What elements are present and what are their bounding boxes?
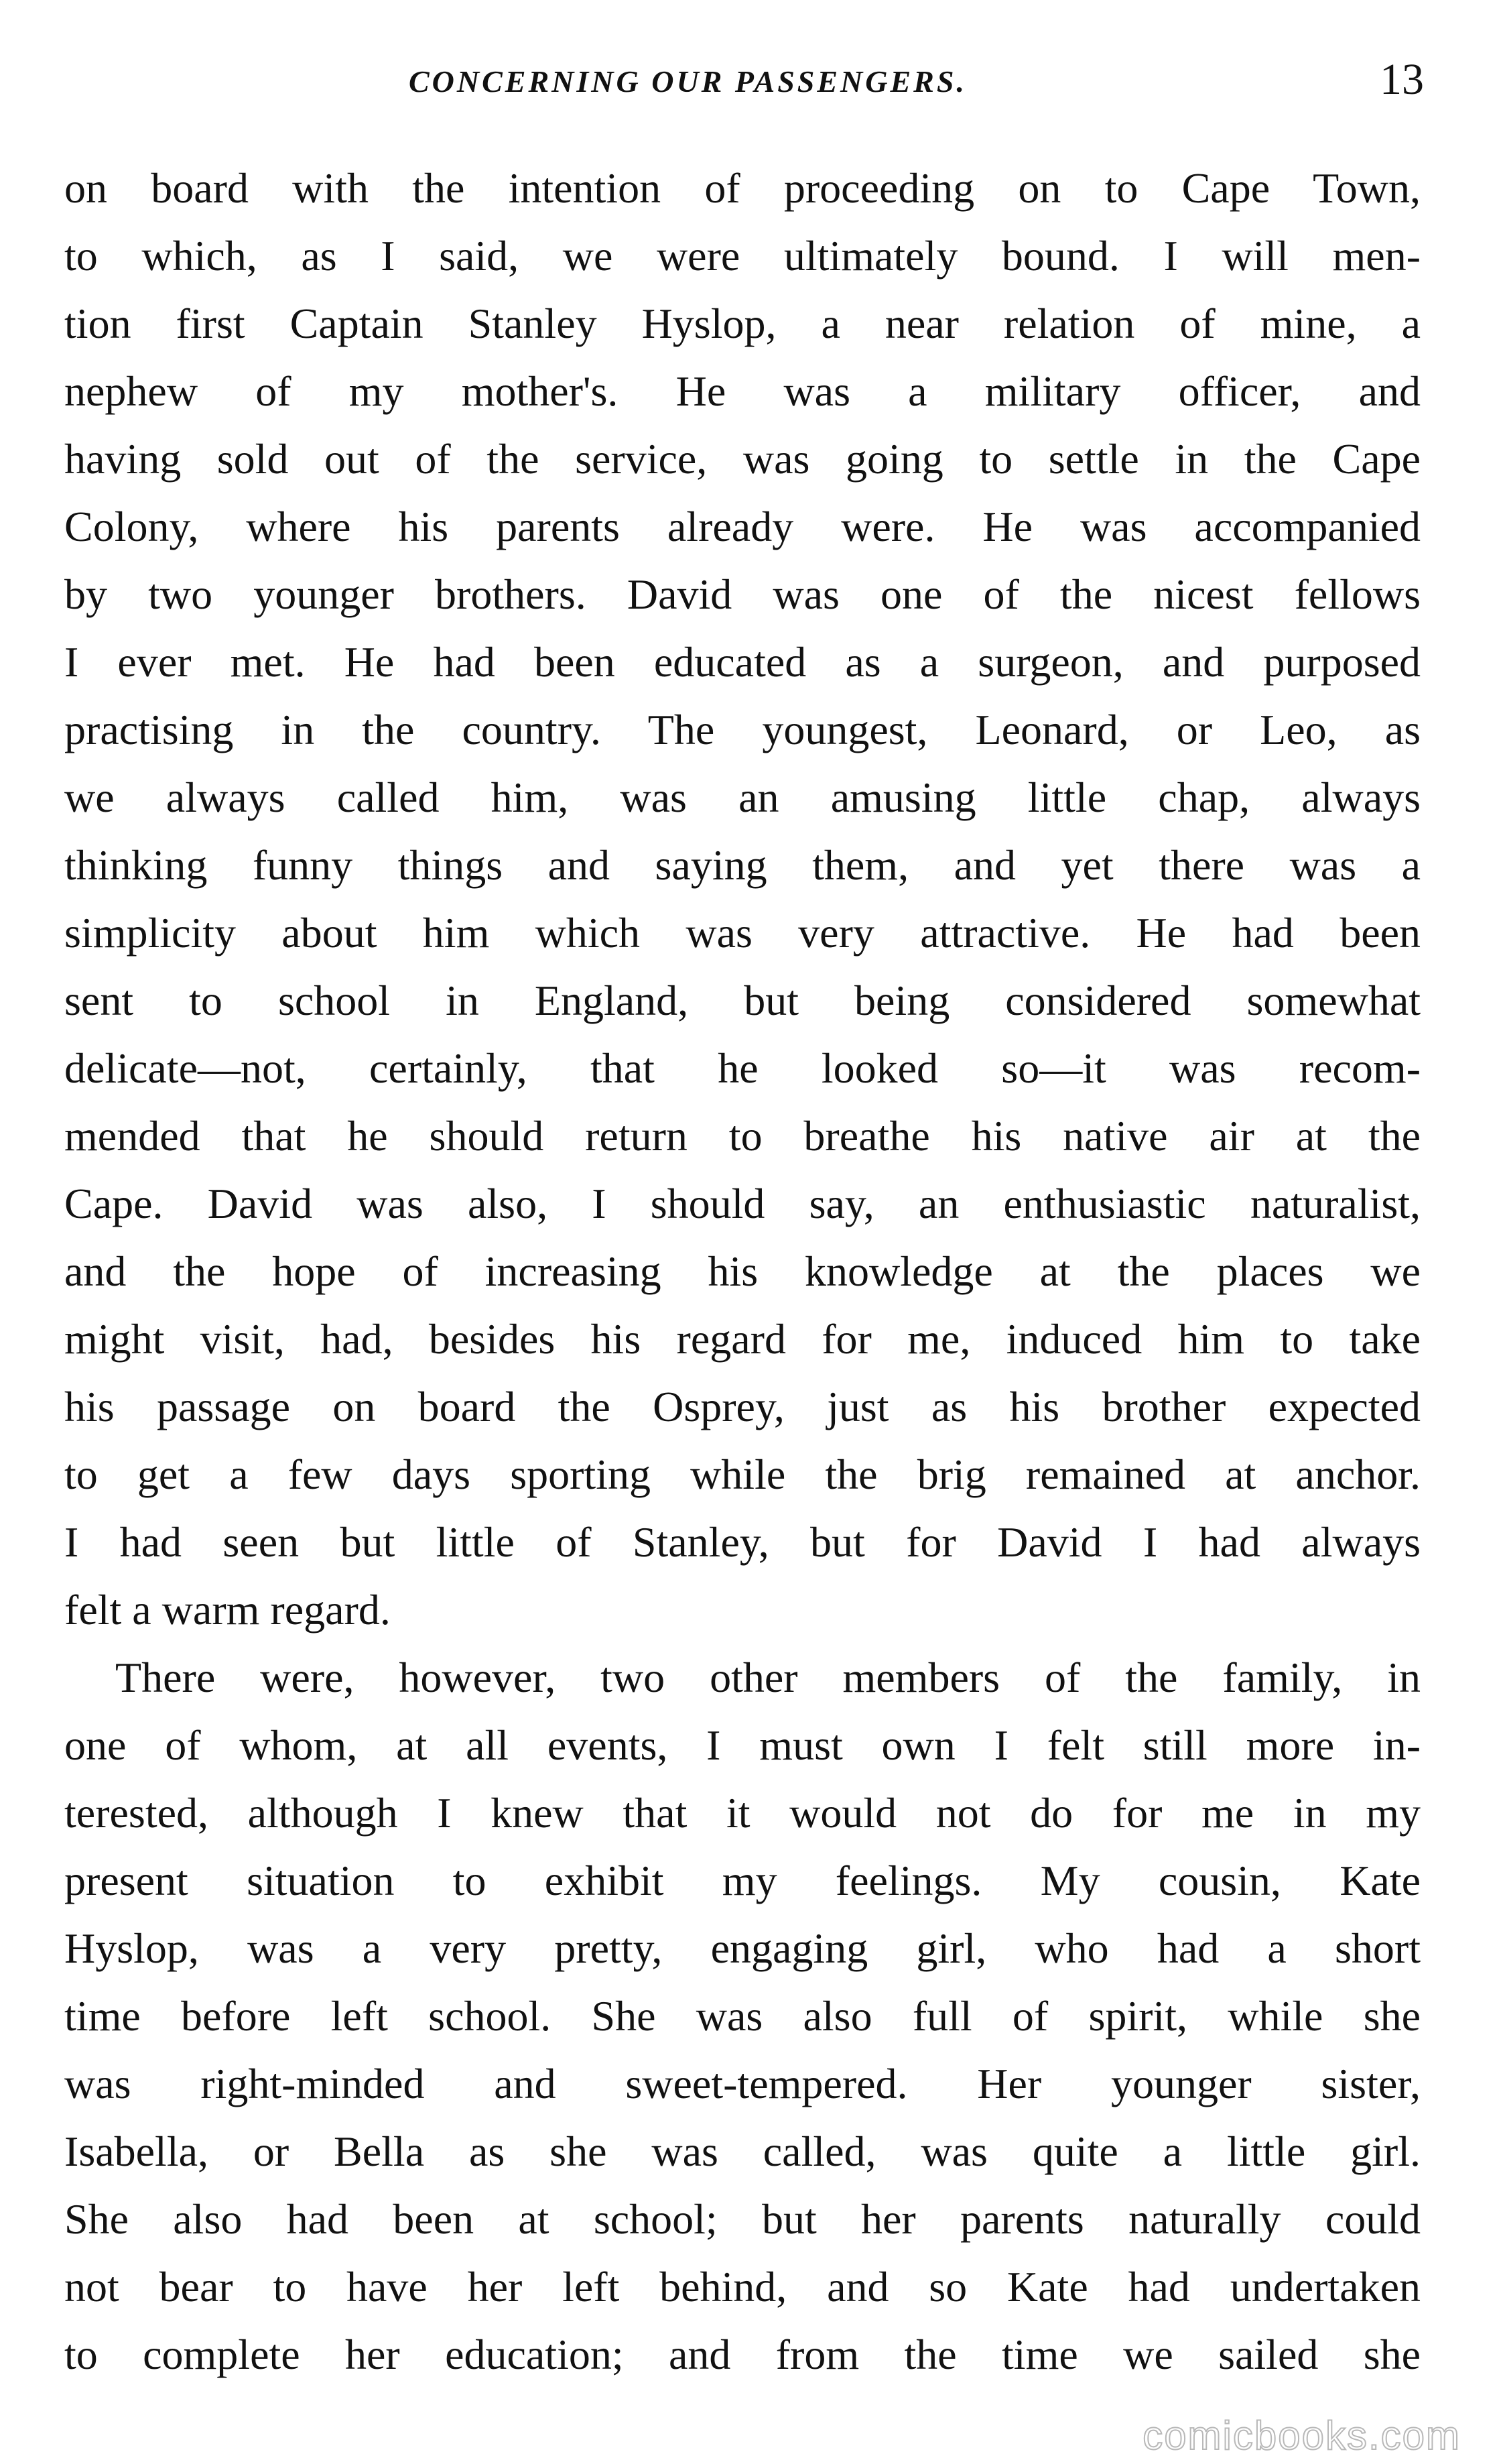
- paragraph: [64, 1644, 1421, 2388]
- text-line: Colony, where his parents already were. He was accompanied: [64, 503, 1421, 550]
- text-line: Cape. David was also, I should say, an enthusiastic naturalist,: [64, 1180, 1421, 1227]
- text-line: to complete her education; and from the time we sailed she: [64, 2331, 1421, 2378]
- text-line: Hyslop, was a very pretty, engaging girl, who had a short: [64, 1924, 1421, 1972]
- watermark: comicbooks.com: [1143, 2413, 1461, 2458]
- body-text: [64, 154, 1421, 2388]
- text-line: to get a few days sporting while the brig remained at anchor.: [64, 1451, 1421, 1498]
- page-number: 13: [1380, 55, 1424, 104]
- text-line: we always called him, was an amusing little chap, always: [64, 774, 1421, 821]
- text-line: tion first Captain Stanley Hyslop, a near relation of mine, a: [64, 300, 1421, 347]
- text-line: on board with the intention of proceeding on to Cape Town,: [64, 164, 1421, 212]
- text-line: present situation to exhibit my feelings. My cousin, Kate: [64, 1857, 1421, 1904]
- text-line: might visit, had, besides his regard for me, induced him to take: [64, 1315, 1421, 1363]
- text-line: sent to school in England, but being considered somewhat: [64, 977, 1421, 1024]
- text-line: his passage on board the Osprey, just as his brother expected: [64, 1383, 1421, 1430]
- text-line: mended that he should return to breathe his native air at the: [64, 1112, 1421, 1160]
- text-line: to which, as I said, we were ultimately bound. I will men-: [64, 232, 1421, 280]
- text-line: terested, although I knew that it would not do for me in my: [64, 1789, 1421, 1837]
- text-line: She also had been at school; but her parents naturally could: [64, 2195, 1421, 2243]
- text-line: time before left school. She was also full of spirit, while she: [64, 1992, 1421, 2040]
- text-line: thinking funny things and saying them, and yet there was a: [64, 841, 1421, 889]
- running-head-title: CONCERNING OUR PASSENGERS.: [409, 64, 967, 99]
- text-line: and the hope of increasing his knowledge at the places we: [64, 1247, 1421, 1295]
- text-line: by two younger brothers. David was one of the nicest fellows: [64, 570, 1421, 618]
- text-line: having sold out of the service, was going to settle in the Cape: [64, 435, 1421, 483]
- text-line: Isabella, or Bella as she was called, was quite a little girl.: [64, 2128, 1421, 2175]
- text-line: felt a warm regard.: [64, 1586, 391, 1634]
- text-line: not bear to have her left behind, and so Kate had undertaken: [64, 2263, 1421, 2311]
- text-line: was right-minded and sweet-tempered. Her younger sister,: [64, 2060, 1421, 2107]
- text-line: practising in the country. The youngest, Leonard, or Leo, as: [64, 706, 1421, 753]
- paragraph: [64, 154, 1421, 1644]
- text-line: simplicity about him which was very attractive. He had been: [64, 909, 1421, 957]
- text-line: There were, however, two other members of the family, in: [115, 1654, 1421, 1701]
- text-line: I ever met. He had been educated as a surgeon, and purposed: [64, 638, 1421, 686]
- text-line: delicate—not, certainly, that he looked so—it was recom-: [64, 1044, 1421, 1092]
- text-line: one of whom, at all events, I must own I felt still more in-: [64, 1721, 1421, 1769]
- text-line: I had seen but little of Stanley, but for David I had always: [64, 1518, 1421, 1566]
- text-line: nephew of my mother's. He was a military officer, and: [64, 367, 1421, 415]
